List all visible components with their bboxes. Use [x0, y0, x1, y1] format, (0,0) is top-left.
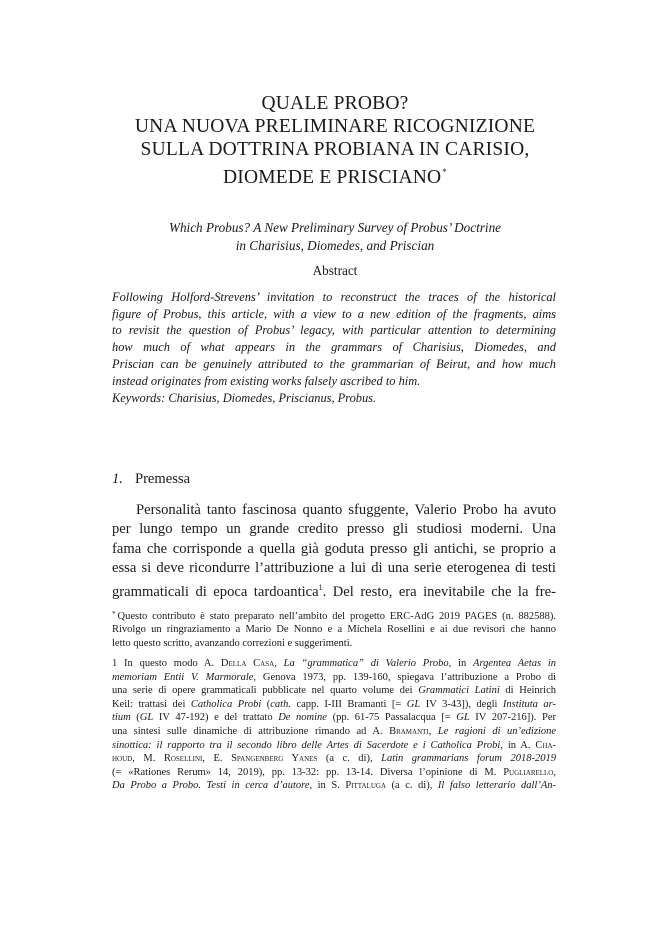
section-heading [112, 470, 190, 488]
work-title: Latin grammarians forum 2018-2019 [381, 753, 557, 765]
work-title: Le ragioni di un’edizione [437, 725, 557, 737]
fn-text: una serie di opere grammaticali pubblicate nel quarto volume dei [112, 685, 419, 697]
title-line-4 [90, 161, 580, 189]
english-title [90, 219, 580, 255]
fn-text: IV 207-216]). Per [469, 712, 556, 724]
footnote-line: (= «Rationes Rerum» 14, 2019), pp. 13-32: pp. 13-14. Diversa l’opinione di M. Pugliarello, [112, 766, 556, 778]
footnote-line [112, 779, 556, 793]
body-line-tail: . Del resto, era inevitabile che la fre- [322, 584, 556, 601]
footnote-text: Questo contributo è stato preparato nell’ambito del progetto ERC-AdG 2019 PAGES (n. 882588). [117, 611, 556, 622]
author-name: Spangenberg Yanes [231, 753, 318, 765]
footnote-line [112, 711, 556, 725]
title-line-1: QUALE PROBO? [261, 93, 409, 114]
fn-text: (a c. di), [317, 753, 382, 765]
author-name: Rosellini [163, 753, 203, 765]
fn-text: , E. [202, 753, 232, 765]
author-name: Della Casa [220, 658, 275, 669]
author-name: Bramanti [389, 725, 429, 737]
fn-text: IV 3-43]), degli [420, 698, 503, 710]
abbreviation: cath. [270, 698, 291, 710]
fn-text: , M. [132, 753, 164, 765]
fn-text: ( [130, 712, 140, 724]
footnote-line [112, 608, 556, 623]
work-title: Instituta ar- [502, 698, 557, 710]
fn-text: (pp. 61-75 Passalacqua [= [326, 712, 457, 724]
footnote-star-mark: * [112, 610, 116, 618]
footnote-1 [112, 657, 556, 793]
abstract-line: Following Holford-Strevens’ invitation to reconstruct the traces of the historical [112, 290, 556, 304]
author-name: Pugliarello [503, 766, 554, 778]
title-footnote-mark: * [442, 167, 447, 177]
body-line: per lungo tempo un grande credito presso gli studiosi moderni. Una [112, 521, 556, 538]
fn-text: (= «Rationes Rerum» 14, 2019), pp. 13-32: pp. 13-14. Diversa l’opinione di M. [112, 766, 504, 778]
section-number: 1. [112, 471, 123, 487]
abstract-heading: Abstract [312, 263, 358, 278]
fn-text: ( [261, 698, 271, 710]
footnote-line: Rivolgo un ringraziamento a Mario De Nonno e a Michela Rosellini e ai due revisori che hanno [112, 624, 556, 636]
body-line-text: grammaticali di epoca tardoantica [112, 584, 319, 601]
abstract-line: figure of Probus, this article, with a view to a new edition of the fragments, aims [112, 306, 556, 321]
work-title: La “grammatica” di Valerio Probo [283, 658, 449, 669]
footnote-line: letto questo scritto, avanzando correzioni e suggerimenti. [112, 637, 353, 649]
fn-text: , in A. [500, 739, 536, 751]
fn-text: , [274, 658, 284, 669]
title-line-3: SULLA DOTTRINA PROBIANA IN CARISIO, [140, 139, 530, 160]
fn-text: , in [448, 658, 474, 669]
abbreviation: GL [456, 712, 470, 724]
fn-text: In questo modo A. [124, 658, 221, 669]
work-title: sinottica: il rapporto tra il secondo libro delle Artes di Sacerdote e i Catholica Probi [112, 739, 501, 751]
work-title: memoriam Entii V. Marmorale [112, 671, 254, 683]
abbreviation: GL [406, 698, 421, 710]
footnote-reference: 1 [318, 583, 323, 593]
footnote-line [112, 698, 556, 712]
footnote-number: 1 [112, 658, 118, 669]
author-name: houd [112, 753, 133, 765]
fn-text: Keil: trattasi dei [112, 698, 191, 710]
title-line-4-text: DIOMEDE E PRISCIANO [222, 167, 442, 188]
fn-text: , [428, 725, 438, 737]
work-title: Catholica Probi [190, 698, 262, 710]
work-title: Argentea Aetas in [473, 658, 557, 669]
fn-text: IV 47-192) e del trattato [153, 712, 279, 724]
body-line: essa si deve ricondurre l’attribuzione a lui di una serie eterogenea di testi [112, 559, 556, 576]
author-name: Cha- [535, 739, 557, 751]
abbreviation: GL [139, 712, 154, 724]
author-name: Pittaluga [345, 780, 387, 792]
body-line [112, 578, 556, 602]
body-paragraph [112, 501, 556, 602]
work-title: De nomine [278, 712, 327, 724]
fn-text: , in S. [309, 780, 346, 792]
work-title: Da Probo a Probo. Testi in cerca d’autore [112, 780, 310, 792]
fn-text: , Genova 1973, pp. 139-160, spiegava l’attribuzione a Probo di [253, 671, 557, 683]
title-line-2: UNA NUOVA PRELIMINARE RICOGNIZIONE [134, 116, 536, 137]
abstract-text [112, 289, 556, 389]
work-title: tium [112, 712, 131, 724]
abstract-line: how much of what appears in the grammars of Charisius, Diomedes, and [112, 340, 556, 355]
fn-text: di Heinrich [499, 685, 557, 697]
fn-text: una sintesi sulle dinamiche di attribuzione rimando ad A. [112, 725, 390, 737]
footnote-line [112, 725, 556, 739]
work-title: Il falso letterario dall’An- [437, 780, 556, 792]
footnote-line [112, 657, 556, 671]
english-title-line-2: in Charisius, Diomedes, and Priscian [235, 238, 435, 253]
footnote-acknowledgement [112, 608, 556, 650]
article-title [90, 92, 580, 189]
section-title: Premessa [134, 471, 191, 487]
footnote-line [112, 671, 556, 685]
abstract-line: to revisit the question of Probus’ legacy, with particular attention to determining [112, 323, 556, 338]
work-title: Grammatici Latini [418, 685, 500, 697]
footnote-line [112, 739, 556, 753]
english-title-line-1: Which Probus? A New Preliminary Survey of Probus’ Doctrine [168, 220, 502, 235]
abstract-line: Priscian can be genuinely attributed to the grammarian of Beirut, and how much [112, 356, 556, 371]
keywords: Keywords: Charisius, Diomedes, Priscianus, Probus. [112, 391, 377, 405]
body-line: Personalità tanto fascinosa quanto sfuggente, Valerio Probo ha avuto [136, 502, 556, 518]
body-line: fama che corrisponde a quella già goduta presso gli antichi, se proprio a [112, 540, 556, 557]
fn-text: (a c. di), [386, 780, 438, 792]
abstract-line: instead originates from existing works falsely ascribed to him. [112, 373, 421, 388]
fn-text: capp. I-III Bramanti [= [290, 698, 407, 710]
footnote-line [112, 752, 556, 766]
footnote-line [112, 684, 556, 698]
